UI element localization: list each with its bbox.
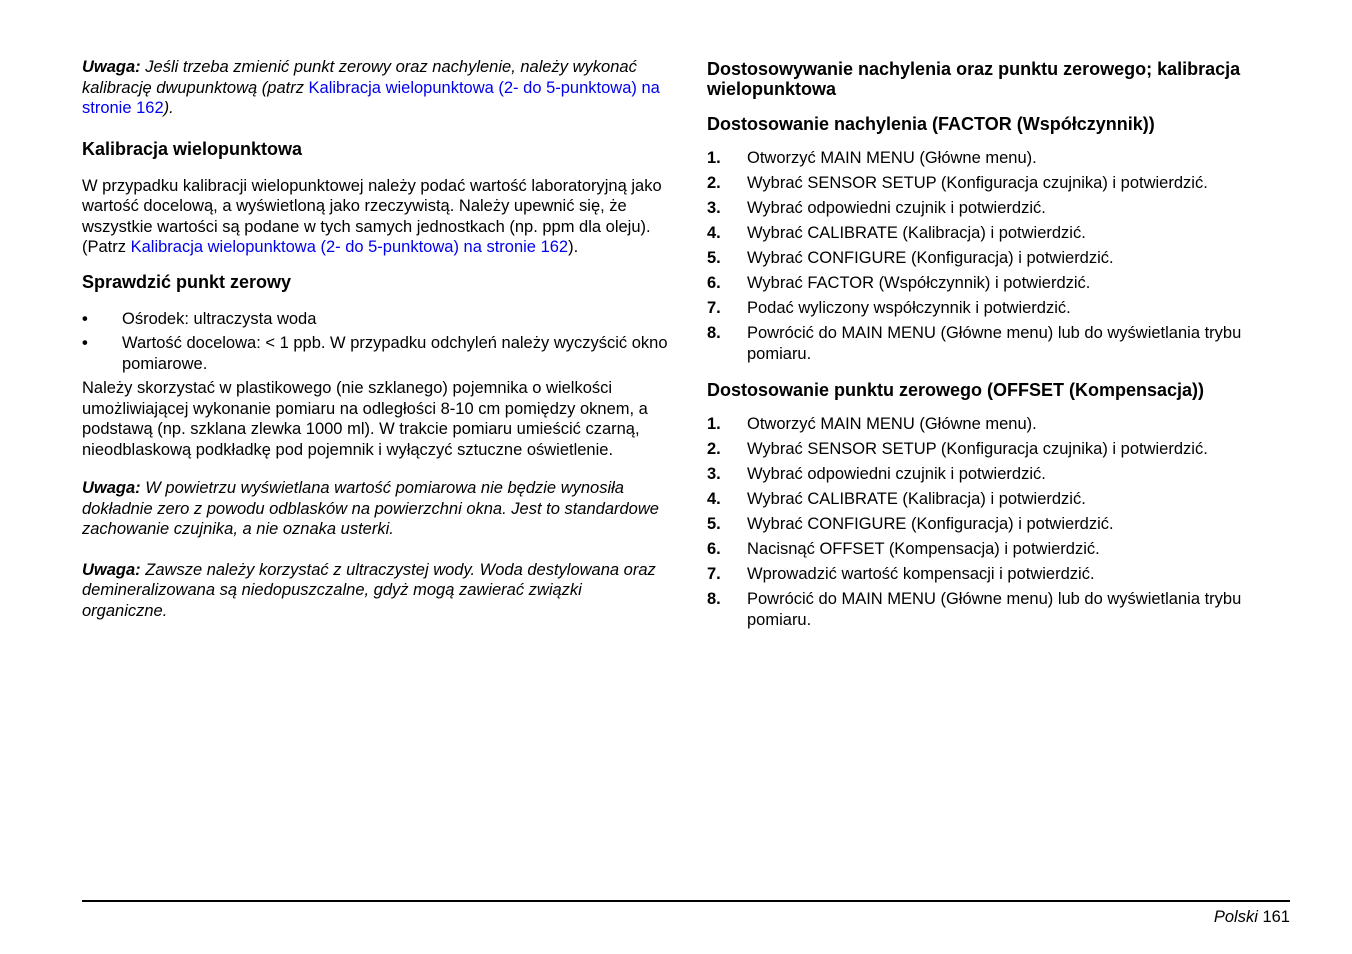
list-item xyxy=(707,439,1287,460)
step-number: 1. xyxy=(707,415,721,433)
list-item xyxy=(707,198,1287,219)
note-air-reading xyxy=(82,478,668,540)
steps-offset xyxy=(707,414,1287,630)
step-text: Nacisnąć OFFSET (Kompensacja) i potwierdzić. xyxy=(747,540,1100,558)
list-item xyxy=(707,514,1287,535)
page-number: 161 xyxy=(1257,908,1290,926)
paragraph-container: Należy skorzystać w plastikowego (nie szklanego) pojemnika o wielkości umożliwiającej wykonanie pomiaru na odległości 8-10 cm pomiędzy oknem, a podstawą (np. szklana zlewka 1000 ml). W trakcie pomiaru umieścić czarną, nieodblaskową podkładkę pod pojemnik i wyłączyć sztuczne oświetlenie. xyxy=(82,379,648,459)
step-number: 4. xyxy=(707,490,721,508)
step-text: Otworzyć MAIN MENU (Główne menu). xyxy=(747,415,1037,433)
step-number: 6. xyxy=(707,540,721,558)
step-number: 6. xyxy=(707,274,721,292)
steps-factor xyxy=(707,148,1287,364)
step-text: Wybrać FACTOR (Współczynnik) i potwierdzić. xyxy=(747,274,1091,292)
list-item xyxy=(707,298,1287,319)
list-item xyxy=(707,564,1287,585)
bullet-text: Wartość docelowa: < 1 ppb. W przypadku odchyleń należy wyczyścić okno pomiarowe. xyxy=(122,334,668,373)
step-number: 8. xyxy=(707,324,721,342)
list-item xyxy=(707,464,1287,485)
step-text: Wybrać CALIBRATE (Kalibracja) i potwierdzić. xyxy=(747,490,1086,508)
step-text: Podać wyliczony współczynnik i potwierdzić. xyxy=(747,299,1071,317)
step-text: Wybrać CONFIGURE (Konfiguracja) i potwierdzić. xyxy=(747,515,1114,533)
step-number: 3. xyxy=(707,199,721,217)
step-text: Wybrać CONFIGURE (Konfiguracja) i potwierdzić. xyxy=(747,249,1114,267)
step-text: Wybrać SENSOR SETUP (Konfiguracja czujnika) i potwierdzić. xyxy=(747,440,1208,458)
paragraph-text: W przypadku kalibracji wielopunktowej należy podać wartość laboratoryjną jako wartość docelową, a wyświetloną jako rzeczywistą. Należy upewnić się, że wszystkie wartości są podane w tych samych jednostkach (np. ppm dla oleju). (Patrz xyxy=(82,176,662,256)
step-number: 5. xyxy=(707,249,721,267)
note-label: Uwaga: xyxy=(82,560,141,579)
step-text: Wprowadzić wartość kompensacji i potwierdzić. xyxy=(747,565,1095,583)
step-text: Powrócić do MAIN MENU (Główne menu) lub do wyświetlania trybu pomiaru. xyxy=(747,590,1242,629)
list-item xyxy=(707,414,1287,435)
list-item xyxy=(707,223,1287,244)
note-ultrapure-water xyxy=(82,560,668,622)
step-text: Wybrać CALIBRATE (Kalibracja) i potwierdzić. xyxy=(747,224,1086,242)
step-number: 3. xyxy=(707,465,721,483)
right-column xyxy=(707,59,1287,646)
note-text: Zawsze należy korzystać z ultraczystej wody. Woda destylowana oraz demineralizowana są niedopuszczalne, gdyż mogą zawierać związki organiczne. xyxy=(82,560,656,620)
note-end: ). xyxy=(163,99,174,117)
step-text: Powrócić do MAIN MENU (Główne menu) lub do wyświetlania trybu pomiaru. xyxy=(747,324,1242,363)
list-item xyxy=(707,148,1287,169)
footer-divider xyxy=(82,900,1290,902)
heading-check-zero-point: Sprawdzić punkt zerowy xyxy=(82,271,292,292)
list-item xyxy=(707,173,1287,194)
note-text: W powietrzu wyświetlana wartość pomiarowa nie będzie wynosiła dokładnie zero z powodu odblasków na powierzchni okna. Jest to standardowe zachowanie czujnika, a nie oznaka usterki. xyxy=(82,479,659,538)
bullet-marker: • xyxy=(82,309,88,328)
list-item xyxy=(707,489,1287,510)
step-number: 1. xyxy=(707,149,721,167)
step-number: 2. xyxy=(707,174,721,192)
link-multipoint-calibration-2[interactable]: Kalibracja wielopunktowa (2- do 5-punktowa) na stronie 162 xyxy=(130,238,569,256)
list-item xyxy=(82,309,668,330)
step-number: 7. xyxy=(707,299,721,317)
left-column xyxy=(82,57,668,641)
list-item xyxy=(82,333,668,374)
list-item xyxy=(707,323,1287,364)
step-text: Wybrać odpowiedni czujnik i potwierdzić. xyxy=(747,199,1046,217)
section-title: Dostosowywanie nachylenia oraz punktu zerowego; kalibracja wielopunktowa xyxy=(707,59,1241,99)
list-item xyxy=(707,248,1287,269)
bullet-list xyxy=(82,309,668,375)
list-item xyxy=(707,273,1287,294)
step-number: 8. xyxy=(707,590,721,608)
heading-offset: Dostosowanie punktu zerowego (OFFSET (Kompensacja)) xyxy=(707,380,1205,400)
list-item xyxy=(707,539,1287,560)
step-number: 7. xyxy=(707,565,721,583)
step-number: 4. xyxy=(707,224,721,242)
paragraph-multipoint xyxy=(82,176,668,258)
note-text: Jeśli trzeba zmienić punkt zerowy oraz nachylenie, należy wykonać kalibrację dwupunktową (patrz xyxy=(82,58,637,97)
step-text: Wybrać SENSOR SETUP (Konfiguracja czujnika) i potwierdzić. xyxy=(747,174,1208,192)
bullet-marker: • xyxy=(82,334,88,352)
note-label: Uwaga: xyxy=(82,479,141,497)
step-text: Wybrać odpowiedni czujnik i potwierdzić. xyxy=(747,465,1046,483)
step-number: 2. xyxy=(707,440,721,458)
list-item xyxy=(707,589,1287,630)
heading-factor: Dostosowanie nachylenia (FACTOR (Współczynnik)) xyxy=(707,114,1155,134)
step-text: Otworzyć MAIN MENU (Główne menu). xyxy=(747,149,1037,167)
footer-language: Polski xyxy=(1213,908,1258,926)
paragraph-end: ). xyxy=(568,238,579,256)
note-label: Uwaga: xyxy=(82,58,141,76)
note-two-point-calibration xyxy=(82,57,668,119)
bullet-text: Ośrodek: ultraczysta woda xyxy=(122,309,317,328)
link-multipoint-calibration[interactable]: Kalibracja wielopunktowa (2- do 5-punktowa) na stronie 162 xyxy=(82,78,660,117)
heading-multipoint-calibration: Kalibracja wielopunktowa xyxy=(82,138,303,159)
step-number: 5. xyxy=(707,515,721,533)
page-footer xyxy=(1214,907,1290,928)
